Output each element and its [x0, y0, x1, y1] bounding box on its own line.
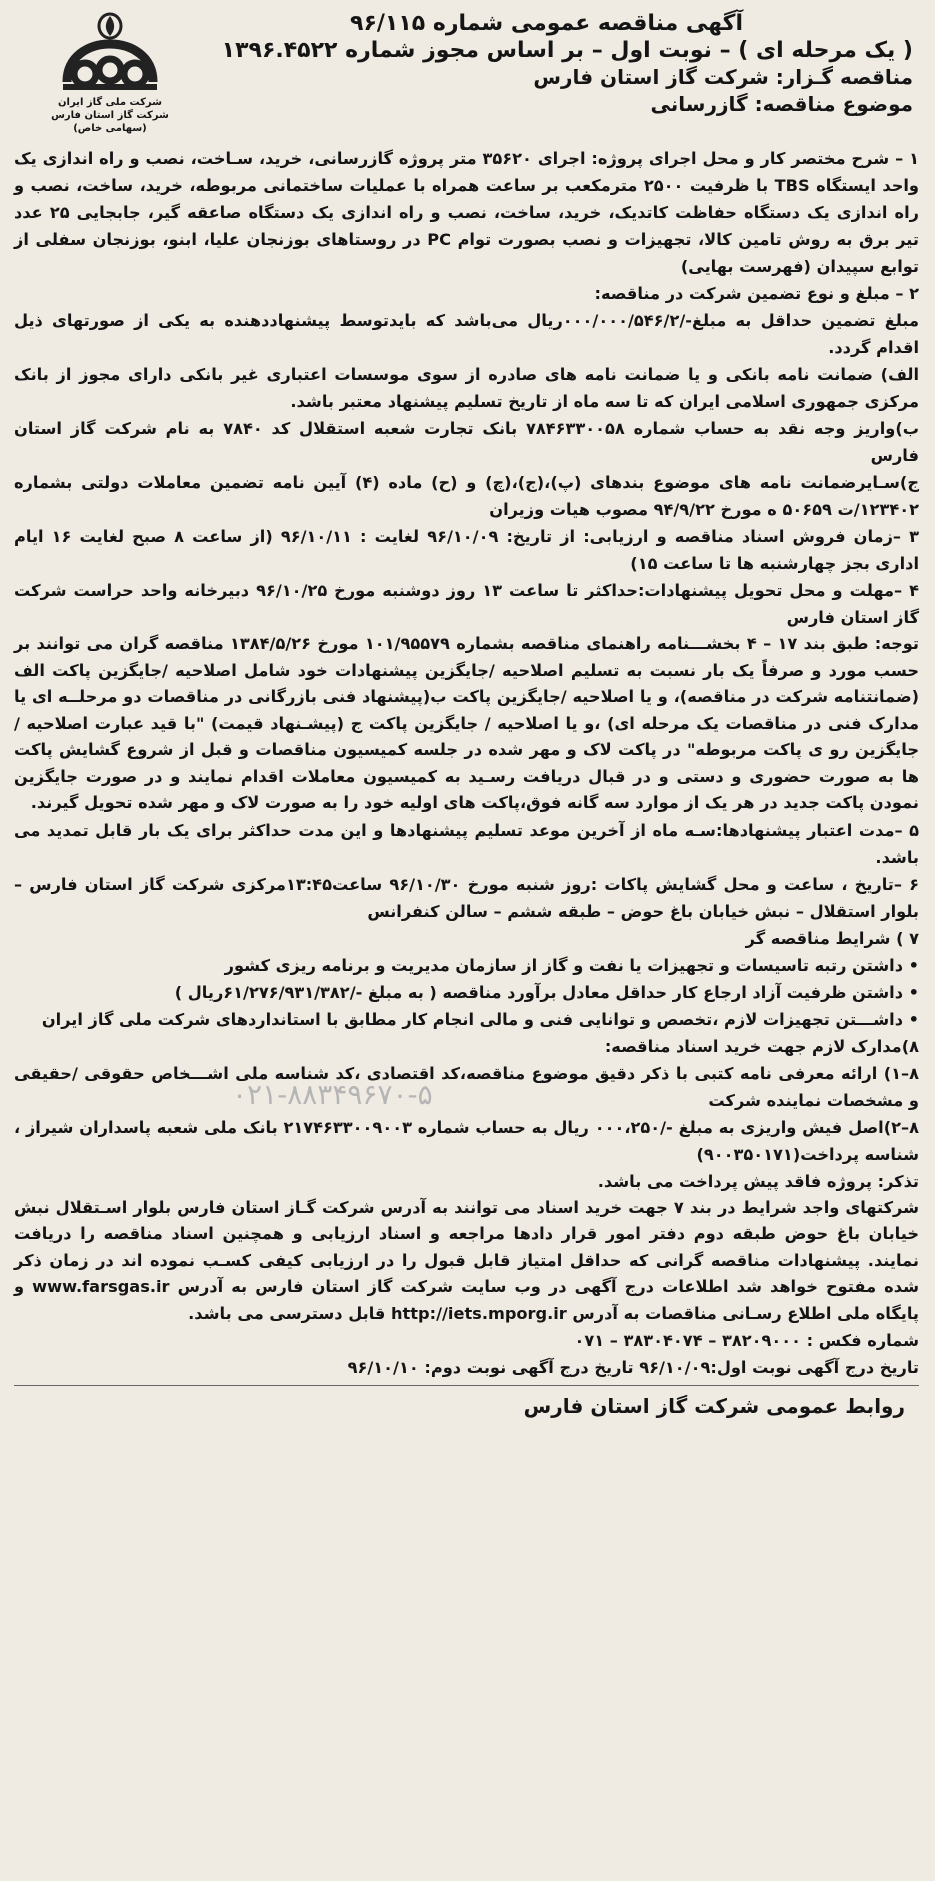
paragraph-condition-equipment: • داشـــتن تجهیزات لازم ،تخصص و توانایی فنی و مالی انجام کار مطابق با استانداردهای شرکت ملی گاز ایران	[41, 1009, 919, 1029]
paragraph-submission-deadline: ۴ –مهلت و محل تحویل پیشنهادات:حداکثر تا ساعت ۱۳ روز دوشنبه مورخ ۹۶/۱۰/۲۵ دبیرخانه واحد حراست شرکت گاز استان فارس	[14, 581, 919, 627]
paragraph-documents-heading: ۸)مدارک لازم جهت خرید اسناد مناقصه:	[604, 1036, 919, 1056]
paragraph-document-receipt: ۸–۲)اصل فیش واریزی به مبلغ -/۰۰۰،۲۵۰ ریال به حساب شماره ۲۱۷۴۶۳۳۰۰۹۰۰۳ بانک ملی شعبه پاسداران شیراز ، شناسه پرداخت(۹۰۰۳۵۰۱۷۱)	[14, 1117, 919, 1164]
logo-company-line3: (سهامی خاص)	[73, 123, 147, 134]
notice-title: آگهی مناقصه عمومی شماره ۹۶/۱۱۵	[350, 11, 743, 36]
paragraph-sale-period: ۳ –زمان فروش اسناد مناقصه و ارزیابی: از تاریخ: ۹۶/۱۰/۰۹ لغایت : ۹۶/۱۰/۱۱ (از ساعت ۸ صبح لغایت ۱۶ ایام اداری بجز چهارشنبه ها تا ساعت ۱۵)	[14, 527, 919, 573]
phone-watermark: ۰۲۱-۸۸۳۴۹۶۷۰-۵	[232, 1078, 433, 1111]
paragraph-guarantee-heading: ۲ – مبلغ و نوع تضمین شرکت در مناقصه:	[594, 284, 919, 303]
signature: روابط عمومی شرکت گاز استان فارس	[523, 1394, 905, 1418]
header-text	[203, 10, 913, 118]
logo-company-line1: شرکت ملی گاز ایران	[58, 97, 162, 108]
gas-flame-logo-icon	[57, 12, 163, 96]
paragraph-validity: ۵ –مدت اعتبار پیشنهادها:سـه ماه از آخرین موعد تسلیم پیشنهادها و این مدت حداکثر برای یک بار قابل تمدید می باشد.	[14, 820, 919, 867]
paragraph-opening: ۶ –تاریخ ، ساعت و محل گشایش پاکات :روز شنبه مورخ ۹۶/۱۰/۳۰ ساعت۱۳:۴۵مرکزی شرکت گاز استان فارس – بلوار استقلال – نبش خیابان باغ حوض – طبقه ششم – سالن کنفرانس	[14, 874, 920, 921]
notice-subtitle: ( یک مرحله ای ) – نوبت اول – بر اساس مجوز شماره ۱۳۹۶.۴۵۲۲	[221, 38, 913, 63]
logo-company-line2: شرکت گاز استان فارس	[51, 110, 169, 121]
paragraph-condition-rank: • داشتن رتبه تاسیسات و تجهیزات یا نفت و گاز از سازمان مدیریت و برنامه ریزی کشور	[224, 955, 919, 975]
tender-subject: موضوع مناقصه: گازرسانی	[650, 92, 913, 116]
paragraph-note: توجه: طبق بند ۱۷ – ۴ بخشـــنامه راهنمای مناقصه بشماره ۱۰۱/۹۵۵۷۹ مورخ ۱۳۸۴/۵/۲۶ مناقصه گران می توانند بر حسب مورد و صرفاً یک بار نسبت به تسلیم اصلاحیه /جایگزین پیشنهادات خود شامل اصلاحیه /جایگزین پاکت الف (ضمانتنامه شرکت در مناقصه)، و یا اصلاحیه /جایگزین پاکت ب(پیشنهاد فنی بازرگانی در مناقصات دو مرحلــه ای یا مدارک فنی در مناقصات یک مرحله ای) ،و یا اصلاحیه / جایگزین پاکت ج (پیشـنهاد قیمت) "با قید عبارت اصلاحیه /جایگزین رو ی پاکت مربوطه" در پاکت لاک و مهر شده در جلسه کمیسیون مناقصات و قبل از شروع گشایش پاکت ها به صورت حضوری و دستی و در قبال دریافت رسـید به کمیسیون معاملات اقدام نمایند و در صورت جایگزین نمودن پاکت جدید در هر یک از موارد سه گانه فوق،پاکت های اولیه خود را به صورت لاک و مهر شده تحویل گیرند.	[14, 634, 919, 812]
notice-header	[14, 10, 919, 145]
divider	[14, 1385, 919, 1386]
paragraph-condition-capacity: • داشتن ظرفیت آزاد ارجاع کار حداقل معادل برآورد مناقصه ( به مبلغ -/۶۱/۲۷۶/۹۳۱/۳۸۲ریال )	[174, 982, 919, 1002]
paragraph-other-guarantees: ج)سـایرضمانت نامه های موضوع بندهای (پ)،(ج)،(چ) و (ح) ماده (۴) آیین نامه تضمین معاملات دولتی بشماره ۱۲۳۴۰۲/ت ۵۰۶۵۹ ه مورخ ۹۴/۹/۲۲ مصوب هیات وزیران	[14, 473, 919, 519]
notice-body	[14, 145, 919, 1381]
paragraph-bank-guarantee: الف) ضمانت نامه بانکی و یا ضمانت نامه های صادره از سوی موسسات اعتباری غیر بانکی دارای مجوز از بانک مرکزی جمهوری اسلامی ایران که تا سه ماه از تاریخ تسلیم پیشنهاد معتبر باشد.	[14, 365, 919, 411]
paragraph-reminder: تذکر: پروژه فاقد پیش پرداخت می باشد.	[597, 1171, 919, 1191]
paragraph-document-letter: ۸–۱) ارائه معرفی نامه کتبی با ذکر دقیق موضوع مناقصه،کد اقتصادی ،کد شناسه ملی اشـــخاص حقوقی /حقیقی و مشخصات نماینده شرکت	[14, 1063, 919, 1110]
paragraph-fax: شماره فکس : ۳۸۲۰۹۰۰۰ – ۳۸۳۰۴۰۷۴ – ۰۷۱	[574, 1331, 919, 1350]
paragraph-qualified-companies: شرکتهای واجد شرایط در بند ۷ جهت خرید اسناد می توانند به آدرس شرکت گـاز استان فارس بلوار اسـتقلال نبش خیابان باغ حوض طبقه دوم دفتر امور قرار دادها مراجعه و اسناد ارزیابی و همچنین اسناد مناقصه را دریافت نمایند. پیشنهادات مناقصه گرانی که حداقل امتیاز قابل قبول را در ارزیابی کیفی کسـب نموده اند در زمان ذکر شده مفتوح خواهد شد اطلاعات درج آگهی در وب سایت شرکت گاز استان فارس به آدرس www.farsgas.ir و پایگاه ملی اطلاع رسـانی مناقصات به آدرس http://iets.mporg.ir قابل دسترسی می باشد.	[14, 1197, 920, 1323]
tender-organizer: مناقصه گـزار: شرکت گاز استان فارس	[533, 65, 913, 89]
paragraph-publication-dates: تاریخ درج آگهی نوبت اول:۹۶/۱۰/۰۹ تاریخ درج آگهی نوبت دوم: ۹۶/۱۰/۱۰	[347, 1358, 919, 1377]
paragraph-cash-deposit: ب)واریز وجه نقد به حساب شماره ۷۸۴۶۳۳۰۰۵۸ بانک تجارت شعبه استقلال کد ۷۸۴۰ به نام شرکت گاز استان فارس	[14, 419, 919, 465]
paragraph-conditions-heading: ۷ ) شرایط مناقصه گر	[745, 928, 919, 948]
paragraph-project-description: ۱ – شرح مختصر کار و محل اجرای پروژه: اجرای ۳۵۶۲۰ متر پروژه گازرسانی، خرید، سـاخت، نصب و راه اندازی یک واحد ایستگاه TBS با ظرفیت ۲۵۰۰ مترمکعب بر ساعت همراه با عملیات ساختمانی مربوطه، خرید، ساخت، نصب و راه اندازی یک دستگاه حفاظت کاتدیک، خرید، ساخت، نصب و راه اندازی یک دستگاه صاعقه گیر، جابجایی ۲۵ عدد تیر برق به روش تامین کالا، تجهیزات و نصب بصورت توام PC در روستاهای بوزنجان علیا، ابنو، بوزنجان سفلی از توابع سپیدان (فهرست بهایی)	[14, 149, 919, 276]
nigc-logo	[20, 12, 200, 135]
paragraph-guarantee-amount: مبلغ تضمین حداقل به مبلغ-/۰۰۰/۰۰۰/۵۴۶/۲ریال می‌باشد که بایدتوسط پیشنهاددهنده به یکی از صورتهای ذیل اقدام گردد.	[14, 311, 919, 357]
